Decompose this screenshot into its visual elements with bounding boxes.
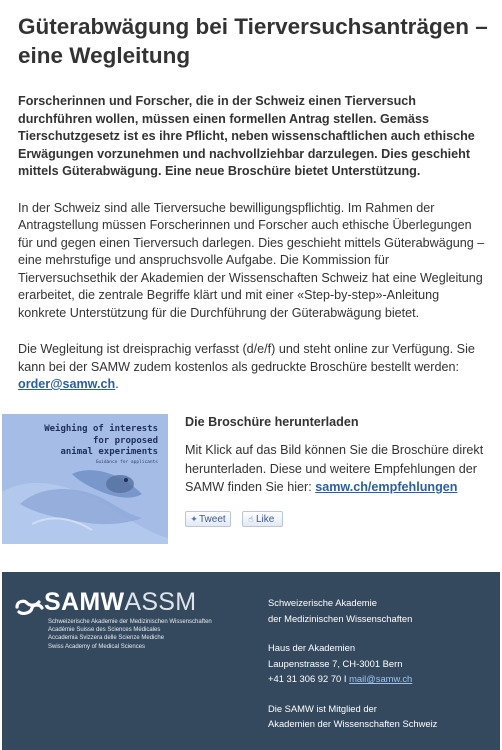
twitter-bird-icon: ✦ bbox=[190, 514, 198, 524]
logo-line-it: Accademia Svizzera delle Scienze Mediche bbox=[48, 635, 165, 642]
download-section bbox=[2, 414, 500, 546]
article-title: Güterabwägung bei Tierversuchsanträgen – eine Wegleitung bbox=[18, 14, 488, 68]
cover-title-line-1: Weighing of interests bbox=[44, 424, 158, 434]
org-name bbox=[268, 595, 493, 626]
logo-assm: ASSM bbox=[124, 588, 197, 616]
tweet-label: Tweet bbox=[199, 514, 226, 525]
cover-title-line-3: animal experiments bbox=[60, 447, 158, 457]
logo-line-de: Schweizerische Akademie der Medizinischen Wissenschaften bbox=[48, 619, 212, 625]
like-label: Like bbox=[256, 514, 275, 525]
recommendations-link[interactable]: samw.ch/empfehlungen bbox=[315, 480, 458, 494]
article-paragraph-1: In der Schweiz sind alle Tierversuche bewilligungspflichtig. Im Rahmen der Antragstellung müssen Forscherinnen und Forscher auch ethische Überlegungen für und gegen einen Tierversuch darlegen. Dies geschieht mittels Güterabwägung – eine mehrstufige und anspruchsvolle Aufgabe. Die Kommission für Tierversuchsethik der Akademien der Wissenschaften Schweiz hat eine Wegleitung erarbeitet, die zentrale Begriffe klärt und mit einer «Step-by-step»-Anleitung konkrete Unterstützung für die Durchführung der Güterabwägung bietet. bbox=[18, 200, 485, 320]
logo-line-en: Swiss Academy of Medical Sciences bbox=[48, 643, 146, 650]
download-description bbox=[185, 441, 485, 497]
article-paragraph-2 bbox=[18, 341, 488, 394]
samw-logo bbox=[14, 588, 244, 651]
cover-title bbox=[44, 424, 158, 466]
street-address: Laupenstrasse 7, CH-3001 Bern bbox=[268, 657, 403, 669]
phone-number: +41 31 306 92 70 I bbox=[268, 673, 347, 684]
logo-line-fr: Académie Suisse des Sciences Médicales bbox=[48, 627, 161, 634]
article-paragraph-2-text: Die Wegleitung ist dreisprachig verfasst (d/e/f) und steht online zur Verfügung. Sie kann bei der SAMW zudem kostenlos als gedruckte Broschüre bestellt werden: bbox=[18, 342, 475, 374]
samw-double-s-icon bbox=[14, 593, 44, 615]
footer-address bbox=[268, 595, 493, 746]
article-lead: Forscherinnen und Forscher, die in der Schweiz einen Tierversuch durchführen wollen, müssen einen formellen Antrag stellen. Gemäss Tierschutzgesetz ist es ihre Pflicht, neben wissenschaftlichen auch ethische Erwägungen vorzunehmen und nachvollziehbar darzulegen. Dies geschieht mittels Güterabwägung. Eine neue Broschüre bietet Unterstützung. bbox=[18, 94, 475, 178]
org-name-line-1: Schweizerische Akademie bbox=[268, 597, 377, 608]
membership-note bbox=[268, 701, 493, 732]
cover-title-line-2: for proposed bbox=[92, 435, 158, 446]
tweet-button[interactable] bbox=[185, 511, 231, 527]
article bbox=[18, 12, 488, 394]
order-suffix: . bbox=[115, 377, 119, 391]
facebook-thumb-icon: ☝ bbox=[248, 514, 254, 524]
order-email-link[interactable]: order@samw.ch bbox=[18, 377, 116, 391]
membership-line-1: Die SAMW ist Mitglied der bbox=[268, 702, 377, 714]
brochure-cover-image[interactable] bbox=[2, 414, 168, 544]
download-description-text: Mit Klick auf das Bild können Sie die Broschüre direkt herunterladen. Diese und weitere Empfehlungen der SAMW finden Sie hier: bbox=[185, 443, 484, 494]
footer-email-link[interactable]: mail@samw.ch bbox=[349, 673, 413, 684]
logo-wordmark bbox=[14, 588, 244, 616]
cover-subtitle: Guidance for applicants bbox=[95, 459, 158, 465]
house-name: Haus der Akademien bbox=[268, 642, 356, 653]
org-name-line-2: der Medizinischen Wissenschaften bbox=[268, 612, 413, 624]
download-heading: Die Broschüre herunterladen bbox=[185, 415, 359, 429]
footer bbox=[2, 572, 500, 750]
logo-samw: SAMW bbox=[44, 588, 125, 616]
logo-lines bbox=[14, 618, 244, 651]
membership-line-2: Akademien der Wissenschaften Schweiz bbox=[268, 718, 438, 729]
download-text bbox=[185, 414, 485, 525]
like-button[interactable] bbox=[242, 511, 283, 527]
contact-block bbox=[268, 640, 493, 687]
